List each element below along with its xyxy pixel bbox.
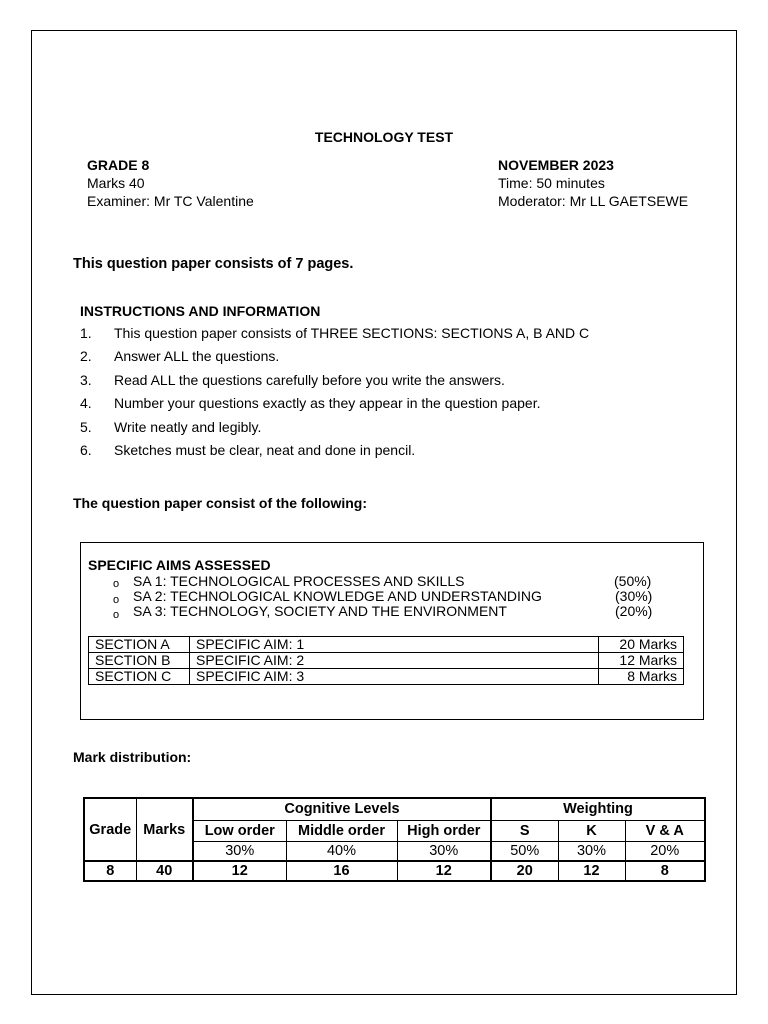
aims-heading: SPECIFIC AIMS ASSESSED	[88, 557, 271, 573]
page-title: TECHNOLOGY TEST	[314, 129, 454, 145]
moderator-label: Moderator: Mr LL GAETSEWE	[498, 193, 689, 209]
table-row: 8 40 12 16 12 20 12 8	[84, 861, 705, 881]
aim-bullet: o	[113, 578, 120, 590]
table-row: SECTION A SPECIFIC AIM: 1 20 Marks	[89, 637, 684, 653]
table-row: Grade Marks Cognitive Levels Weighting	[84, 798, 705, 820]
aim-pct-3: (20%)	[615, 603, 653, 619]
mark-distribution-heading: Mark distribution:	[73, 749, 192, 765]
table-row: Low order Middle order High order S K V & A	[84, 820, 705, 841]
grade-label: GRADE 8	[87, 157, 150, 173]
marks-label: Marks 40	[87, 175, 145, 191]
table-row: SECTION B SPECIFIC AIM: 2 12 Marks	[89, 653, 684, 669]
consist-note: The question paper consist of the following:	[73, 495, 367, 511]
table-row: SECTION C SPECIFIC AIM: 3 8 Marks	[89, 669, 684, 685]
date-label: NOVEMBER 2023	[498, 157, 614, 173]
examiner-label: Examiner: Mr TC Valentine	[87, 193, 254, 209]
aim-item-1: SA 1: TECHNOLOGICAL PROCESSES AND SKILLS	[133, 573, 465, 589]
aim-pct-2: (30%)	[615, 588, 653, 604]
time-label: Time: 50 minutes	[498, 175, 605, 191]
aim-bullet: o	[113, 594, 120, 606]
aim-bullet: o	[113, 609, 120, 621]
mark-distribution-table	[83, 797, 706, 882]
instructions-heading: INSTRUCTIONS AND INFORMATION	[80, 303, 321, 319]
table-row: 30% 40% 30% 50% 30% 20%	[84, 841, 705, 861]
aim-item-2: SA 2: TECHNOLOGICAL KNOWLEDGE AND UNDERSTANDING	[133, 588, 542, 604]
aim-pct-1: (50%)	[614, 573, 652, 589]
sections-table	[88, 636, 684, 685]
aim-item-3: SA 3: TECHNOLOGY, SOCIETY AND THE ENVIRONMENT	[133, 603, 507, 619]
pages-note: This question paper consists of 7 pages.	[73, 256, 354, 272]
